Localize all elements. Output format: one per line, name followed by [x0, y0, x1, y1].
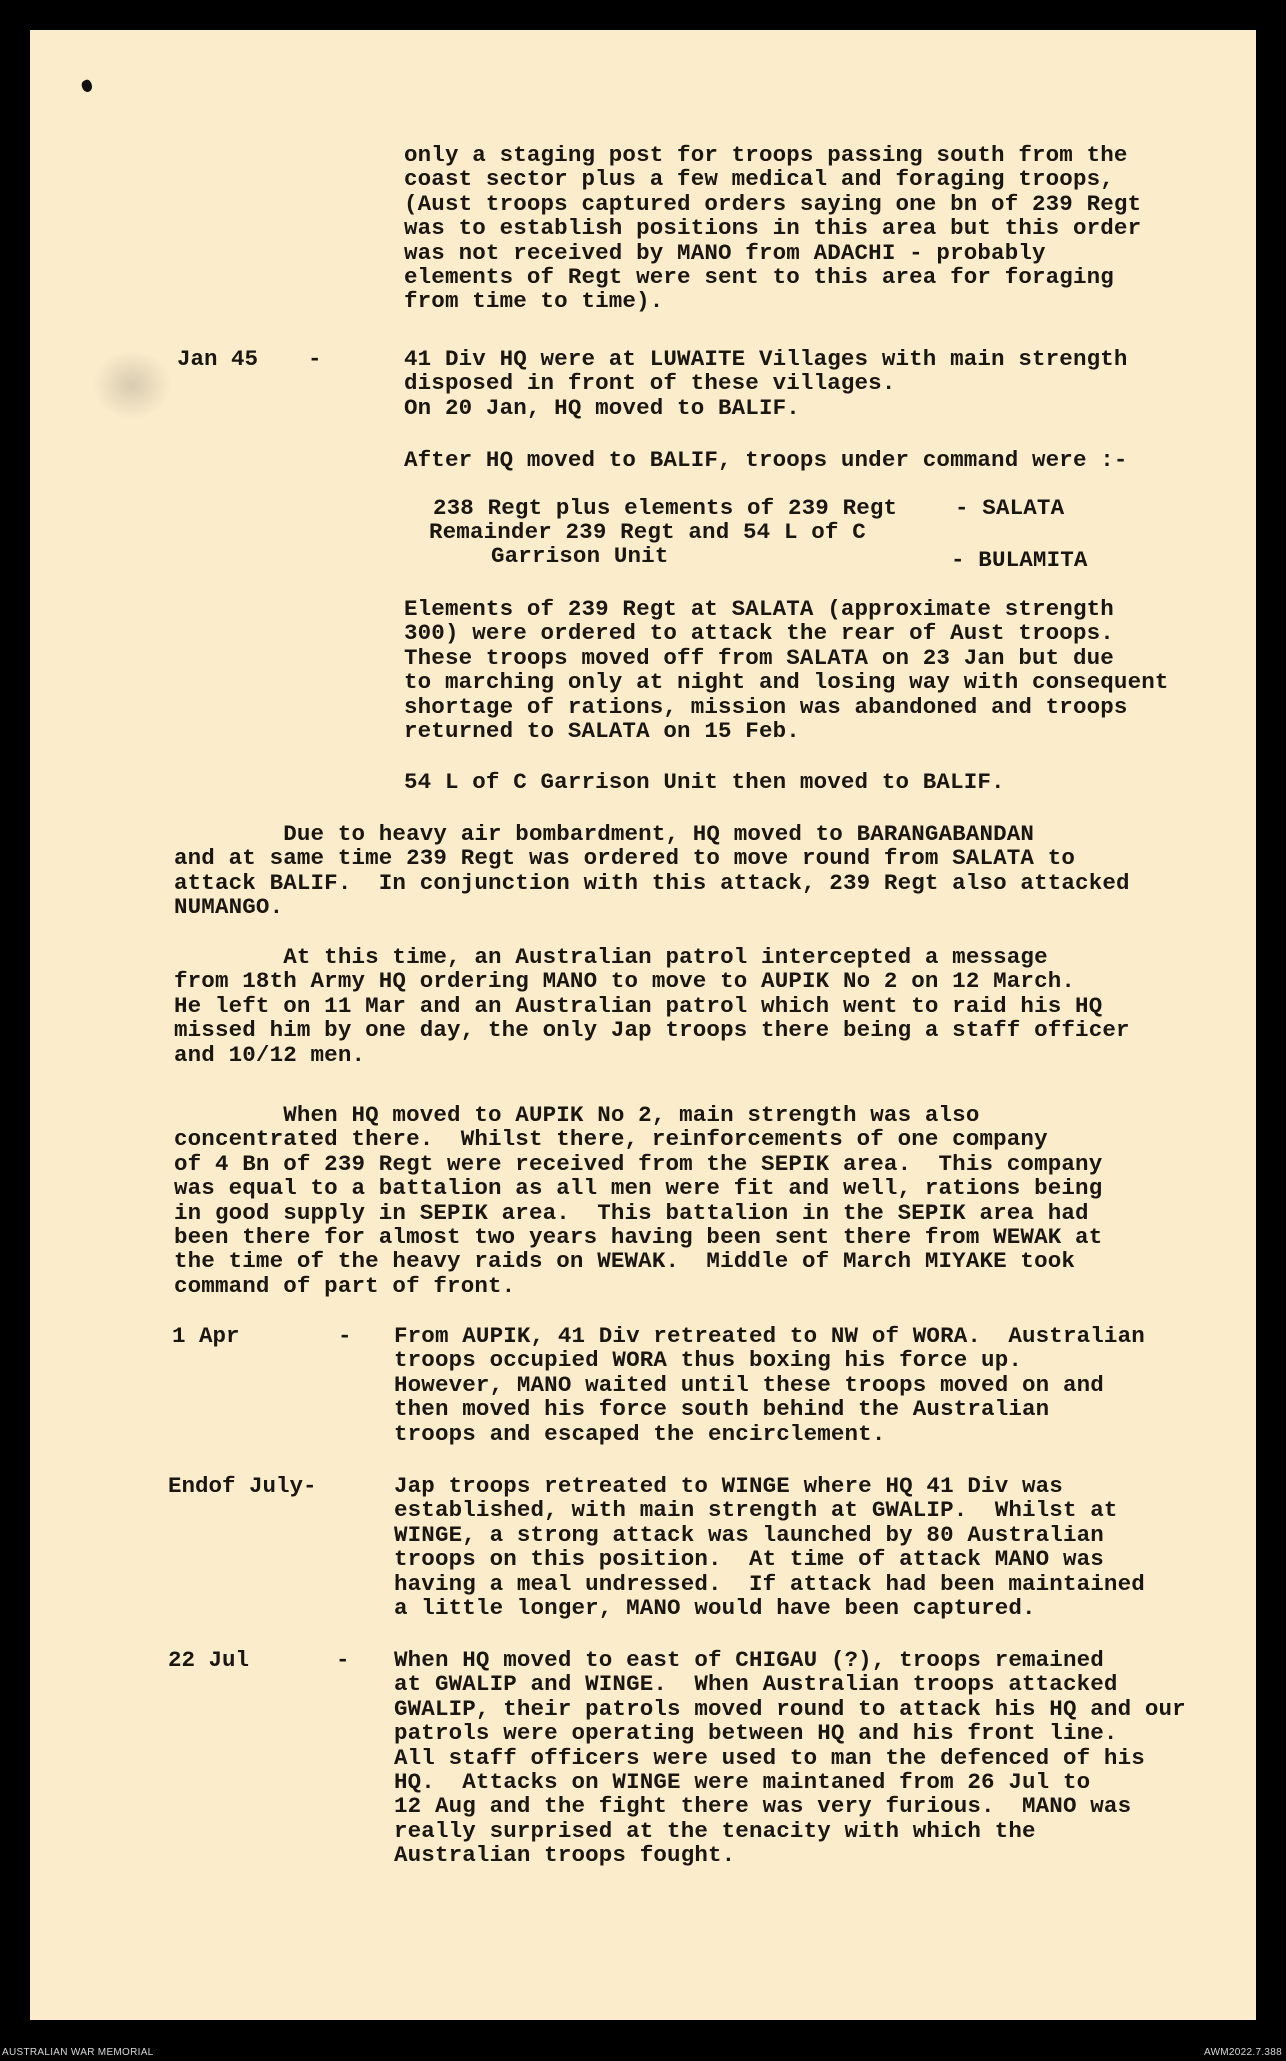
paragraph-elements-239: Elements of 239 Regt at SALATA (approximate strength 300) were ordered to attack the rear of Aust troops. These troops moved off from SALATA on 23 Jan but due to marching only at night and losing way with consequent shortage of rations, mission was abandoned and troops returned to SALATA on 15 Feb. [404, 596, 1169, 745]
troops-unit-3: Garrison Unit [491, 543, 669, 569]
dash-1-apr: - [338, 1323, 352, 1349]
entry-jan-45: 41 Div HQ were at LUWAITE Villages with main strength disposed in front of these villages. On 20 Jan, HQ moved to BALIF. [404, 346, 1128, 421]
dash-22-jul: - [336, 1647, 350, 1673]
document-page [30, 30, 1256, 2020]
date-1-apr: 1 Apr [172, 1323, 240, 1349]
troops-unit-2: Remainder 239 Regt and 54 L of C [429, 519, 866, 545]
date-22-jul: 22 Jul [168, 1647, 250, 1673]
date-jan-45: Jan 45 [177, 346, 259, 372]
troops-location-1: - SALATA [955, 495, 1065, 521]
troops-unit-1: 238 Regt plus elements of 239 Regt [433, 495, 898, 521]
paragraph-staging-post: only a staging post for troops passing south from the coast sector plus a few medical and foraging troops, (Aust troops captured orders saying one bn of 239 Regt was to establish positions in this area but this order was not received by MANO from ADACHI - probably elements of Regt were sent to this area for foraging from time to time). [404, 142, 1142, 315]
paragraph-after-hq: After HQ moved to BALIF, troops under command were :- [404, 447, 1128, 473]
paragraph-aupik: When HQ moved to AUPIK No 2, main strength was also concentrated there. Whilst there, reinforcements of one company of 4 Bn of 239 Regt were received from the SEPIK area. This company was equal to a battalion as all men were fit and well, rations being in good supply in SEPIK area. This battalion in the SEPIK area had been there for almost two years having been sent there from WEWAK at the time of the heavy raids on WEWAK. Middle of March MIYAKE took command of part of front. [174, 1102, 1103, 1299]
footer-reference: AWM2022.7.388 [1203, 2047, 1282, 2058]
date-end-of-july: Endof July- [168, 1473, 317, 1499]
entry-1-apr: From AUPIK, 41 Div retreated to NW of WORA. Australian troops occupied WORA thus boxing his force up. However, MANO waited until these troops moved on and then moved his force south behind the Australian troops and escaped the encirclement. [394, 1323, 1145, 1447]
paper-smudge [92, 350, 172, 420]
dash-jan-45: - [308, 346, 322, 372]
punch-hole-mark [80, 78, 94, 93]
troops-location-3: - BULAMITA [951, 547, 1088, 573]
paragraph-heavy-air: Due to heavy air bombardment, HQ moved to BARANGABANDAN and at same time 239 Regt was ordered to move round from SALATA to attack BALIF. In conjunction with this attack, 239 Regt also attacked NUMANGO. [174, 821, 1130, 921]
entry-end-of-july: Jap troops retreated to WINGE where HQ 41 Div was established, with main strength at GWALIP. Whilst at WINGE, a strong attack was launched by 80 Australian troops on this position. At time of attack MANO was having a meal undressed. If attack had been maintained a little longer, MANO would have been captured. [394, 1473, 1145, 1622]
paragraph-australian-patrol: At this time, an Australian patrol intercepted a message from 18th Army HQ ordering MANO to move to AUPIK No 2 on 12 March. He left on 11 Mar and an Australian patrol which went to raid his HQ missed him by one day, the only Jap troops there being a staff officer and 10/12 men. [174, 944, 1130, 1068]
paragraph-garrison-move: 54 L of C Garrison Unit then moved to BALIF. [404, 769, 1005, 795]
entry-22-jul: When HQ moved to east of CHIGAU (?), troops remained at GWALIP and WINGE. When Australian troops attacked GWALIP, their patrols moved round to attack his HQ and our patrols were operating between HQ and his front line. All staff officers were used to man the defenced of his HQ. Attacks on WINGE were maintaned from 26 Jul to 12 Aug and the fight there was very furious. MANO was really surprised at the tenacity with which the Australian troops fought. [394, 1647, 1186, 1869]
footer-institution: AUSTRALIAN WAR MEMORIAL [2, 2047, 154, 2058]
